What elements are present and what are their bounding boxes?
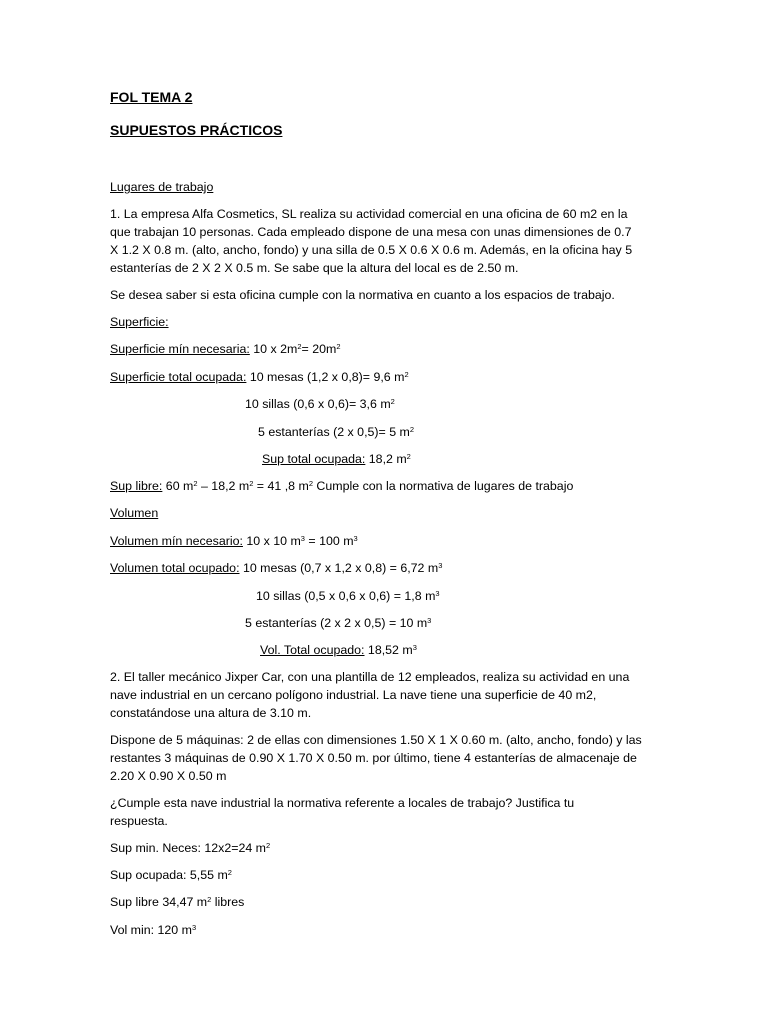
answer-sup-ocupada	[110, 866, 232, 884]
volumen-occ-estanterias-line	[245, 614, 431, 632]
p3-line-1: Dispone de 5 máquinas: 2 de ellas con dimensiones 1.50 X 1 X 0.60 m. (alto, ancho, fondo) y las	[110, 733, 642, 747]
answer-sup-libre	[110, 893, 244, 911]
volumen-total-line	[260, 641, 417, 659]
superficie-min-label: Superficie mín necesaria:	[110, 342, 250, 356]
superficie-min-line	[110, 340, 340, 358]
superficie-total-label: Sup total ocupada:	[262, 452, 366, 466]
volumen-occ-sillas-line	[256, 587, 440, 605]
answer-sup-min	[110, 839, 270, 857]
volumen-occ-sillas: 10 sillas (0,5 x 0,6 x 0,6) = 1,8 m	[256, 589, 436, 603]
superficie-occ-label: Superficie total ocupada:	[110, 370, 247, 384]
superficie-libre-line	[110, 477, 573, 495]
superficie-occ-mesas: 10 mesas (1,2 x 0,8)= 9,6 m	[246, 370, 405, 384]
volumen-occ-line	[110, 559, 442, 577]
superficie-occ-sillas: 10 sillas (0,6 x 0,6)= 3,6 m	[245, 397, 391, 411]
question-1: Se desea saber si esta oficina cumple con la normativa en cuanto a los espacios de trabajo.	[110, 288, 615, 302]
answer-sup-libre-a: Sup libre 34,47 m	[110, 895, 208, 909]
p2-line-2: nave industrial en un cercano polígono industrial. La nave tiene una superficie de 40 m2,	[110, 688, 597, 702]
superficie-libre-a: 60 m	[162, 479, 194, 493]
sup-exp: 2	[406, 452, 411, 461]
answer-sup-min-text: Sup min. Neces: 12x2=24 m	[110, 841, 266, 855]
sup-exp: 2	[249, 479, 254, 488]
superficie-occ-estanterias: 5 estanterías (2 x 0,5)= 5 m	[258, 425, 410, 439]
sup-exp: 2	[193, 479, 198, 488]
superficie-heading: Superficie:	[110, 315, 169, 329]
p1-line-3: X 1.2 X 0.8 m. (alto, ancho, fondo) y una silla de 0.5 X 0.6 X 0.6 m. Además, en la oficina hay 5	[110, 243, 633, 257]
sup-exp: 2	[297, 342, 302, 351]
sup-exp: 2	[390, 397, 395, 406]
p1-line-1: 1. La empresa Alfa Cosmetics, SL realiza su actividad comercial en una oficina de 60 m2 en la	[110, 207, 628, 221]
superficie-occ-estanterias-line	[258, 423, 414, 441]
p1-line-2: que trabajan 10 personas. Cada empleado dispone de una mesa con unas dimensiones de 0.7	[110, 225, 632, 239]
p3-line-3: 2.20 X 0.90 X 0.50 m	[110, 769, 227, 783]
superficie-libre-b: – 18,2 m	[197, 479, 250, 493]
superficie-occ-line	[110, 368, 409, 386]
volumen-occ-mesas: 10 mesas (0,7 x 1,2 x 0,8) = 6,72 m	[239, 561, 439, 575]
superficie-min-value: 10 x 2m	[249, 342, 298, 356]
section-heading: Lugares de trabajo	[110, 180, 214, 194]
answer-vol-min	[110, 921, 196, 939]
p3-line-2: restantes 3 máquinas de 0.90 X 1.70 X 0.50 m. por último, tiene 4 estanterías de almacenaje de	[110, 751, 637, 765]
sup-exp: 3	[438, 561, 443, 570]
answer-sup-libre-b: libres	[211, 895, 245, 909]
answer-sup-ocupada-text: Sup ocupada: 5,55 m	[110, 868, 228, 882]
doc-title: FOL TEMA 2	[110, 89, 193, 105]
volumen-occ-estanterias: 5 estanterías (2 x 2 x 0,5) = 10 m	[245, 616, 428, 630]
volumen-heading: Volumen	[110, 506, 159, 520]
superficie-occ-sillas-line	[245, 395, 395, 413]
superficie-libre-label: Sup libre:	[110, 479, 163, 493]
superficie-total-line	[262, 450, 411, 468]
sup-exp: 2	[308, 479, 313, 488]
superficie-min-result: = 20m	[301, 342, 337, 356]
sup-exp: 3	[427, 616, 432, 625]
doc-subtitle: SUPUESTOS PRÁCTICOS	[110, 122, 283, 138]
superficie-total-value: 18,2 m	[365, 452, 407, 466]
sup-exp: 3	[353, 534, 358, 543]
sup-exp: 3	[435, 589, 440, 598]
volumen-total-value: 18,52 m	[364, 643, 413, 657]
sup-exp: 2	[336, 342, 341, 351]
sup-exp: 2	[207, 895, 212, 904]
p2-line-1: 2. El taller mecánico Jixper Car, con una plantilla de 12 empleados, realiza su actividad en una	[110, 670, 630, 684]
volumen-min-label: Volumen mín necesario:	[110, 534, 243, 548]
superficie-libre-c: = 41 ,8 m	[253, 479, 309, 493]
sup-exp: 2	[266, 841, 271, 850]
answer-vol-min-text: Vol min: 120 m	[110, 923, 192, 937]
sup-exp: 2	[404, 370, 409, 379]
superficie-libre-d: Cumple con la normativa de lugares de trabajo	[312, 479, 574, 493]
sup-exp: 3	[191, 923, 197, 932]
volumen-min-line	[110, 532, 358, 550]
volumen-occ-label: Volumen total ocupado:	[110, 561, 240, 575]
p1-line-4: estanterías de 2 X 2 X 0.5 m. Se sabe que la altura del local es de 2.50 m.	[110, 261, 519, 275]
volumen-min-result: = 100 m	[304, 534, 354, 548]
p2-line-3: constatándose una altura de 3.10 m.	[110, 706, 312, 720]
volumen-total-label: Vol. Total ocupado:	[260, 643, 365, 657]
sup-exp: 2	[227, 868, 232, 877]
volumen-min-value: 10 x 10 m	[242, 534, 301, 548]
question-2-line-2: respuesta.	[110, 814, 168, 828]
sup-exp: 3	[412, 643, 417, 652]
sup-exp: 2	[409, 425, 415, 434]
sup-exp: 3	[300, 534, 305, 543]
question-2-line-1: ¿Cumple esta nave industrial la normativa referente a locales de trabajo? Justifica tu	[110, 796, 575, 810]
